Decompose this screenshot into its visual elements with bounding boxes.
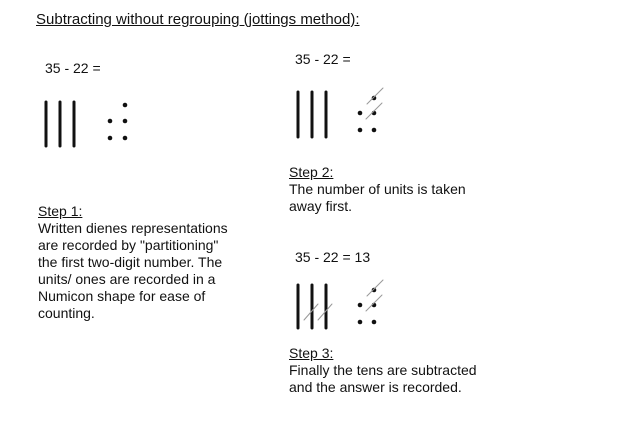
step-3-text: Finally the tens are subtracted and the answer is recorded.: [289, 362, 477, 395]
step-3-heading: Step 3:: [289, 345, 334, 361]
unit-dot: [123, 119, 128, 124]
step-1-jottings: [40, 95, 140, 155]
tens-crossed-out: [304, 304, 332, 320]
cross-out-mark: [366, 103, 382, 119]
step-3-equation: 35 - 22 = 13: [295, 249, 371, 265]
step-2-description: [289, 164, 479, 215]
tens-rods: [298, 92, 326, 137]
step-1-equation: 35 - 22 =: [45, 60, 101, 76]
page-title: Subtracting without regrouping (jottings method):: [36, 11, 360, 28]
step-1-description: [38, 203, 228, 322]
unit-dot: [108, 136, 113, 141]
unit-dot: [358, 111, 363, 116]
step-1-text: Written dienes representations are recorded by "partitioning" the first two-digit number. The units/ ones are recorded in a Numicon shape for ease of counting.: [38, 220, 228, 321]
step-2-equation: 35 - 22 =: [295, 51, 351, 67]
step-2-text: The number of units is taken away first.: [289, 181, 466, 214]
unit-dot: [358, 303, 363, 308]
unit-dot: [358, 320, 363, 325]
units-dots: [358, 96, 377, 133]
unit-dot: [372, 128, 377, 133]
unit-dot: [108, 119, 113, 124]
cross-out-mark: [366, 295, 382, 311]
tens-rods: [298, 285, 326, 328]
unit-dot: [123, 136, 128, 141]
cross-out-mark: [367, 280, 383, 296]
step-1-heading: Step 1:: [38, 203, 83, 219]
step-2-jottings: [293, 85, 393, 145]
tens-rods: [46, 102, 74, 146]
unit-dot: [123, 103, 128, 108]
step-2-heading: Step 2:: [289, 164, 334, 180]
cross-out-mark: [367, 88, 383, 104]
step-3-description: [289, 345, 479, 396]
unit-dot: [372, 320, 377, 325]
units-dots: [358, 288, 377, 325]
unit-dot: [358, 128, 363, 133]
step-3-jottings: [293, 280, 393, 340]
units-dots: [108, 103, 128, 141]
